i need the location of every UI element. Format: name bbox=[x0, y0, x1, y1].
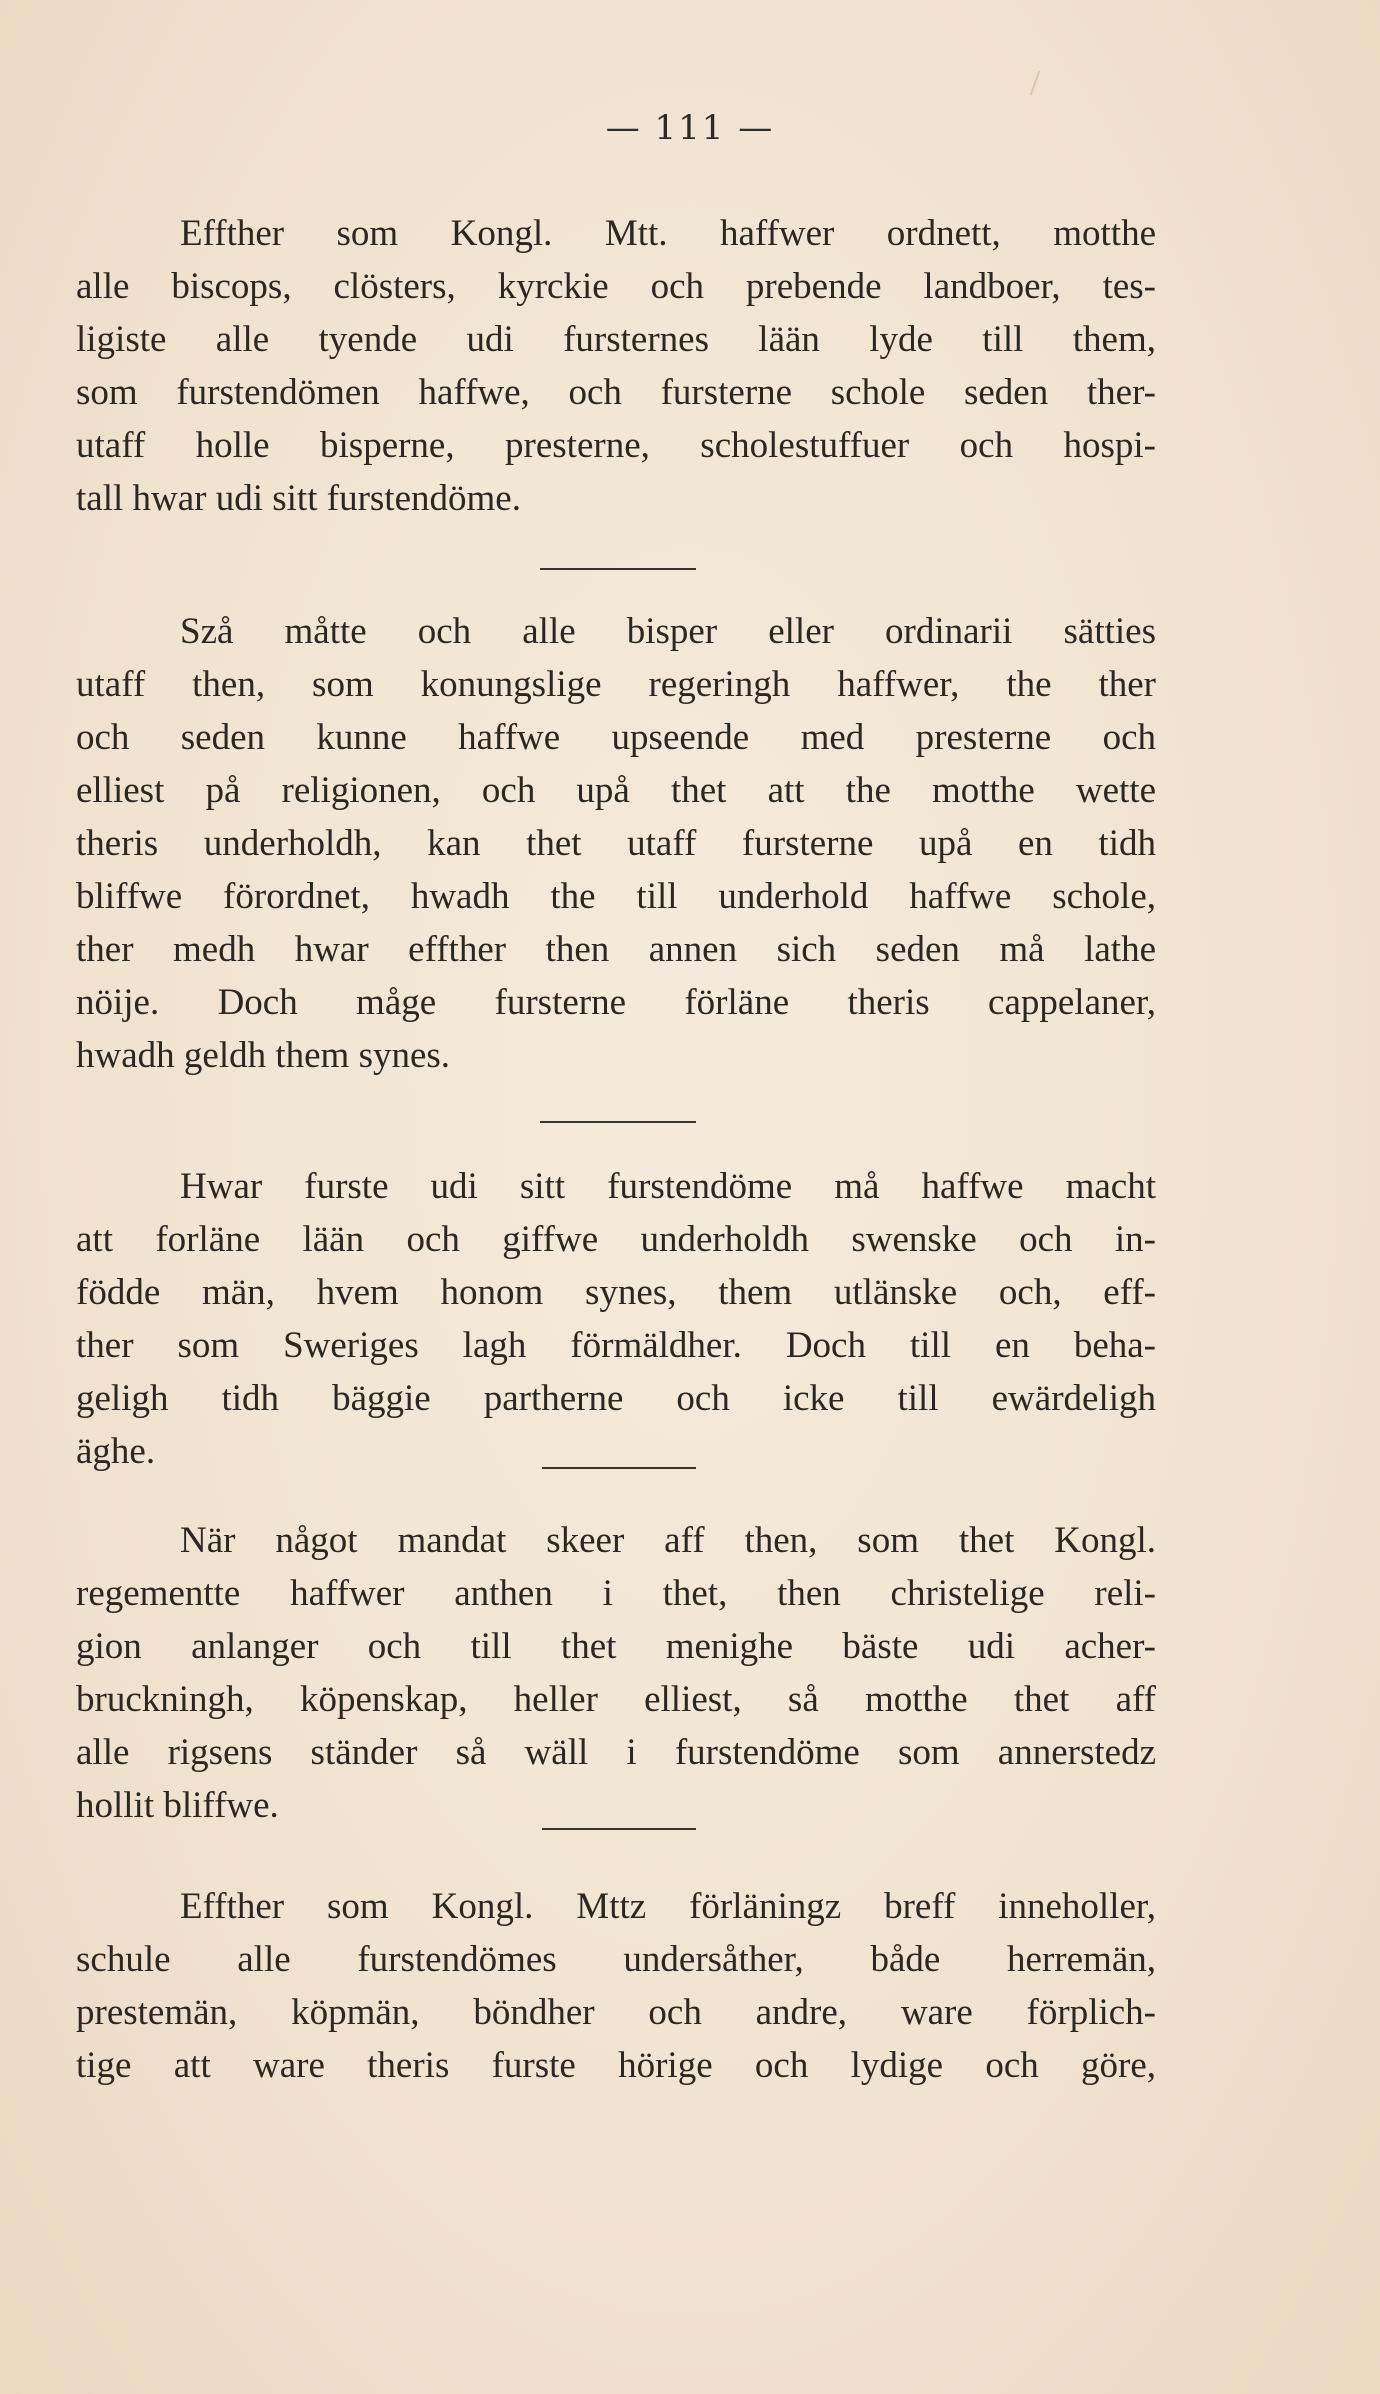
text-line: elliest på religionen, och upå thet att the motthe wette bbox=[76, 770, 1156, 811]
text-line: utaff then, som konungslige regeringh haffwer, the ther bbox=[76, 664, 1156, 705]
text-line: Hwar furste udi sitt furstendöme må haffwe macht bbox=[180, 1166, 1156, 1207]
text-line: schule alle furstendömes undersåther, både herremän, bbox=[76, 1939, 1156, 1980]
text-line: hollit bliffwe. bbox=[76, 1785, 279, 1826]
text-line: prestemän, köpmän, böndher och andre, ware förplich- bbox=[76, 1992, 1156, 2033]
text-line: bruckningh, köpenskap, heller elliest, så motthe thet aff bbox=[76, 1679, 1156, 1720]
section-divider bbox=[540, 1121, 696, 1123]
paragraph-5 bbox=[76, 1880, 1156, 2092]
text-line: Effther som Kongl. Mtt. haffwer ordnett, motthe bbox=[180, 213, 1156, 254]
text-line: theris underholdh, kan thet utaff fursterne upå en tidh bbox=[76, 823, 1156, 864]
text-line: att forläne lään och giffwe underholdh swenske och in- bbox=[76, 1219, 1156, 1260]
page-number: — 111 — bbox=[605, 108, 775, 148]
text-line: födde män, hvem honom synes, them utlänske och, eff- bbox=[76, 1272, 1156, 1313]
text-line: och seden kunne haffwe upseende med presterne och bbox=[76, 717, 1156, 758]
paragraph-4 bbox=[76, 1514, 1156, 1832]
text-line: ther som Sweriges lagh förmäldher. Doch till en beha- bbox=[76, 1325, 1156, 1366]
section-divider bbox=[542, 1828, 696, 1830]
text-line: Szå måtte och alle bisper eller ordinarii sätties bbox=[180, 611, 1156, 652]
text-line: ligiste alle tyende udi fursternes lään lyde till them, bbox=[76, 319, 1156, 360]
paragraph-3 bbox=[76, 1160, 1156, 1478]
text-line: alle biscops, clösters, kyrckie och prebende landboer, tes- bbox=[76, 266, 1156, 307]
text-line: nöije. Doch måge fursterne förläne theris cappelaner, bbox=[76, 982, 1156, 1023]
text-line: tige att ware theris furste hörige och lydige och göre, bbox=[76, 2045, 1156, 2086]
text-line: gion anlanger och till thet menighe bäste udi acher- bbox=[76, 1626, 1156, 1667]
text-line: regementte haffwer anthen i thet, then christelige reli- bbox=[76, 1573, 1156, 1614]
text-line: bliffwe förordnet, hwadh the till underhold haffwe schole, bbox=[76, 876, 1156, 917]
text-line: utaff holle bisperne, presterne, scholestuffuer och hospi- bbox=[76, 425, 1156, 466]
text-line: äghe. bbox=[76, 1431, 156, 1472]
paragraph-1 bbox=[76, 207, 1156, 525]
text-line: När något mandat skeer aff then, som thet Kongl. bbox=[180, 1520, 1156, 1561]
text-line: hwadh geldh them synes. bbox=[76, 1035, 451, 1076]
section-divider bbox=[542, 1467, 696, 1469]
text-line: alle rigsens ständer så wäll i furstendöme som annerstedz bbox=[76, 1732, 1156, 1773]
text-line: tall hwar udi sitt furstendöme. bbox=[76, 478, 521, 519]
text-line: geligh tidh bäggie partherne och icke till ewärdeligh bbox=[76, 1378, 1156, 1419]
section-divider bbox=[540, 568, 696, 570]
text-line: som furstendömen haffwe, och fursterne schole seden ther- bbox=[76, 372, 1156, 413]
text-line: ther medh hwar effther then annen sich seden må lathe bbox=[76, 929, 1156, 970]
text-line: Effther som Kongl. Mttz förläningz breff inneholler, bbox=[180, 1886, 1156, 1927]
paragraph-2 bbox=[76, 605, 1156, 1082]
stray-mark bbox=[1030, 70, 1041, 95]
